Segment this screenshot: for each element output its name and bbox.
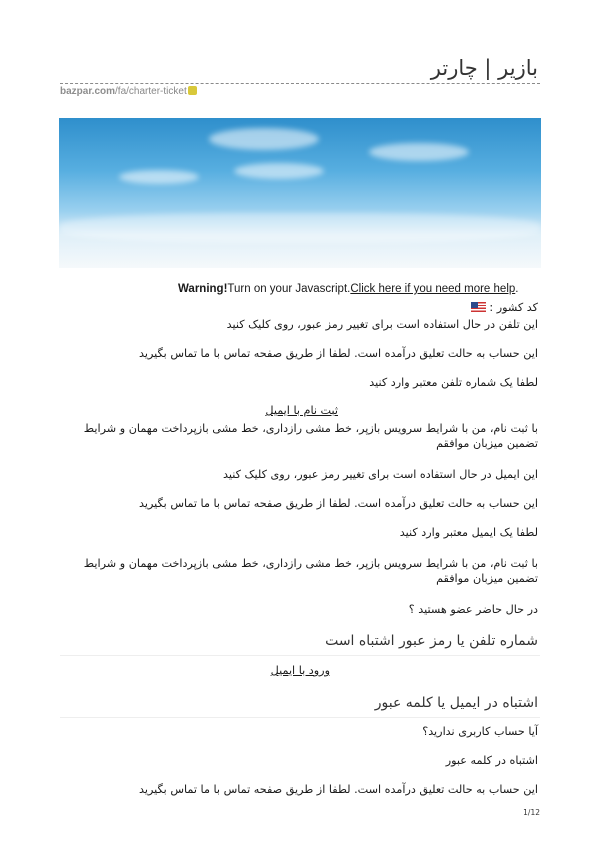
login-email-link[interactable]: ورود با ایمیل: [270, 664, 330, 677]
terms-agreement-line-1: با ثبت نام، من با شرایط سرویس بازپر، خط مشی رازداری، خط مشی بازپرداخت مهمان و شرایط: [83, 422, 538, 435]
account-suspended-message-2: این حساب به حالت تعلیق درآمده است. لطفا از طریق صفحه تماس با ما تماس بگیرید: [138, 497, 538, 510]
warning-text: Turn on your Javascript.: [227, 283, 351, 295]
terms-agreement-line-3: با ثبت نام، من با شرایط سرویس بازپر، خط مشی رازداری، خط مشی بازپرداخت مهمان و شرایط: [83, 557, 538, 570]
country-code-label: کد کشور :: [489, 301, 538, 314]
no-account-text[interactable]: آیا حساب کاربری ندارید؟: [422, 725, 538, 738]
warning-label: Warning!: [178, 283, 228, 295]
register-email-link[interactable]: ثبت نام با ایمیل: [265, 404, 338, 417]
url-domain: bazpar.com: [60, 86, 116, 97]
help-link[interactable]: Click here if you need more help: [350, 283, 516, 295]
invalid-phone-message: لطفا یک شماره تلفن معتبر وارد کنید: [369, 376, 538, 389]
email-in-use-message: این ایمیل در حال استفاده است برای تغییر رمز عبور، روی کلیک کنید: [223, 468, 538, 481]
page-title: بازیر | چارتر: [430, 56, 538, 80]
account-suspended-message-3: این حساب به حالت تعلیق درآمده است. لطفا از طریق صفحه تماس با ما تماس بگیرید: [138, 783, 538, 796]
page-number: 1/12: [523, 808, 540, 817]
phone-error-heading: شماره تلفن یا رمز عبور اشتباه است: [325, 633, 538, 649]
section-divider-2: [60, 717, 540, 718]
javascript-warning: [178, 283, 518, 295]
terms-agreement-line-2: تضمین میزبان موافقم: [436, 437, 538, 450]
account-suspended-message: این حساب به حالت تعلیق درآمده است. لطفا از طریق صفحه تماس با ما تماس بگیرید: [138, 347, 538, 360]
already-member-text: در حال حاضر عضو هستید ؟: [408, 603, 538, 616]
phone-in-use-message: این تلفن در حال استفاده است برای تغییر رمز عبور، روی کلیک کنید: [226, 318, 538, 331]
wrong-password-text: اشتباه در کلمه عبور: [445, 754, 538, 767]
invalid-email-message: لطفا یک ایمیل معتبر وارد کنید: [399, 526, 538, 539]
email-error-heading: اشتباه در ایمیل یا کلمه عبور: [374, 695, 538, 711]
country-code-row[interactable]: [471, 300, 538, 316]
page-url[interactable]: [60, 86, 197, 97]
section-divider: [60, 655, 540, 656]
url-path: /fa/charter-ticket: [115, 86, 187, 97]
title-divider: [60, 83, 540, 84]
us-flag-icon: [471, 302, 486, 312]
warning-trail: .: [515, 283, 519, 295]
hero-banner-image: [59, 118, 541, 268]
favicon-icon: [188, 86, 197, 95]
terms-agreement-line-4: تضمین میزبان موافقم: [436, 572, 538, 585]
